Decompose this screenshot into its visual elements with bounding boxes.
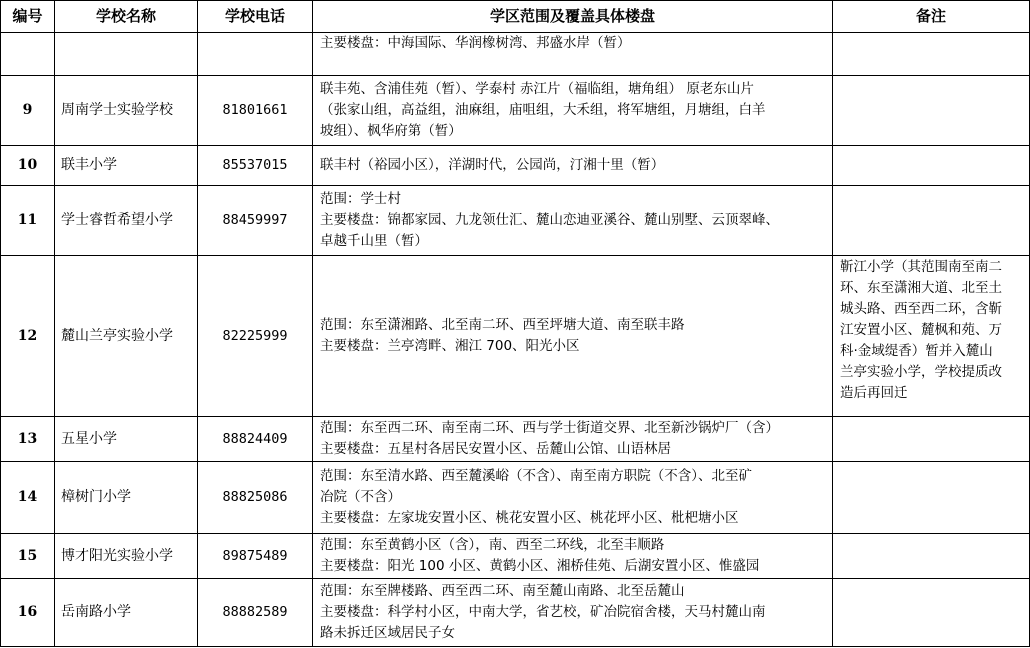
range-line: 主要楼盘：兰亭湾畔、湘江 700、阳光小区 xyxy=(320,338,580,354)
range-line: 冶院（不含） xyxy=(320,489,401,505)
district-range xyxy=(313,146,833,186)
district-range xyxy=(313,256,833,417)
school-phone: 88825086 xyxy=(198,462,313,534)
note xyxy=(833,146,1030,186)
table-row xyxy=(1,417,1030,462)
row-num: 9 xyxy=(1,76,55,146)
note-line: 城头路、西至西二环，含靳 xyxy=(840,301,1002,317)
header-phone: 学校电话 xyxy=(198,1,313,33)
range-line: 范围：东至潇湘路、北至南二环、西至坪塘大道、南至联丰路 xyxy=(320,317,685,333)
range-line: 范围：学士村 xyxy=(320,191,401,207)
range-line: 路未拆迁区域居民子女 xyxy=(320,625,455,641)
range-line: 主要楼盘：中海国际、华润橡树湾、邦盛水岸（暂） xyxy=(320,35,631,51)
row-num xyxy=(1,33,55,76)
header-row xyxy=(1,1,1030,33)
table-row xyxy=(1,534,1030,579)
school-name: 学士睿哲希望小学 xyxy=(55,186,198,256)
note-line: 环、东至潇湘大道、北至土 xyxy=(840,280,1002,296)
note-line: 造后再回迁 xyxy=(840,385,908,401)
range-line: 范围：东至黄鹤小区（含），南、西至二环线，北至丰顺路 xyxy=(320,537,665,553)
note-line: 靳江小学（其范围南至南二 xyxy=(840,259,1002,275)
header-range: 学区范围及覆盖具体楼盘 xyxy=(313,1,833,33)
school-name: 岳南路小学 xyxy=(55,579,198,647)
school-name: 周南学士实验学校 xyxy=(55,76,198,146)
table-row xyxy=(1,579,1030,647)
range-line: 范围：东至牌楼路、西至西二环、南至麓山南路、北至岳麓山 xyxy=(320,583,685,599)
note xyxy=(833,534,1030,579)
header-note: 备注 xyxy=(833,1,1030,33)
table-row xyxy=(1,146,1030,186)
note xyxy=(833,256,1030,417)
school-phone xyxy=(198,33,313,76)
table-row xyxy=(1,256,1030,417)
row-num: 14 xyxy=(1,462,55,534)
range-line: 主要楼盘：五星村各居民安置小区、岳麓山公馆、山语林居 xyxy=(320,441,671,457)
range-line: 联丰村（裕园小区），洋湖时代，公园尚，汀湘十里（暂） xyxy=(320,157,665,173)
range-line: 主要楼盘：左家垅安置小区、桃花安置小区、桃花坪小区、枇杷塘小区 xyxy=(320,510,739,526)
range-line: 范围：东至西二环、南至南二环、西与学士街道交界、北至新沙锅炉厂（含） xyxy=(320,420,779,436)
row-num: 11 xyxy=(1,186,55,256)
range-line: （张家山组，高益组，油麻组，庙咀组，大禾组，将军塘组，月塘组，白羊 xyxy=(320,102,766,118)
header-num: 编号 xyxy=(1,1,55,33)
note xyxy=(833,462,1030,534)
row-num: 16 xyxy=(1,579,55,647)
school-name: 麓山兰亭实验小学 xyxy=(55,256,198,417)
range-line: 主要楼盘：锦都家园、九龙领仕汇、麓山恋迪亚溪谷、麓山别墅、云顶翠峰、 xyxy=(320,212,779,228)
table-row xyxy=(1,186,1030,256)
district-range xyxy=(313,579,833,647)
school-phone: 88882589 xyxy=(198,579,313,647)
row-num: 13 xyxy=(1,417,55,462)
note-line: 兰亭实验小学，学校提质改 xyxy=(840,364,1002,380)
school-phone: 85537015 xyxy=(198,146,313,186)
school-name: 联丰小学 xyxy=(55,146,198,186)
district-range xyxy=(313,417,833,462)
school-name: 五星小学 xyxy=(55,417,198,462)
row-num: 12 xyxy=(1,256,55,417)
school-name: 樟树门小学 xyxy=(55,462,198,534)
range-line: 主要楼盘：阳光 100 小区、黄鹤小区、湘桥佳苑、后湖安置小区、惟盛园 xyxy=(320,558,760,574)
range-line: 坡组）、枫华府第（暂） xyxy=(320,123,462,139)
school-name xyxy=(55,33,198,76)
school-phone: 89875489 xyxy=(198,534,313,579)
school-phone: 88459997 xyxy=(198,186,313,256)
note-line: 科·金域缇香）暂并入麓山 xyxy=(840,343,993,359)
note xyxy=(833,579,1030,647)
note xyxy=(833,186,1030,256)
note xyxy=(833,76,1030,146)
district-range xyxy=(313,76,833,146)
school-name: 博才阳光实验小学 xyxy=(55,534,198,579)
range-line: 联丰苑、含浦佳苑（暂）、学泰村 赤江片（福临组，塘角组） 原老东山片 xyxy=(320,81,754,97)
note xyxy=(833,33,1030,76)
district-range xyxy=(313,186,833,256)
district-range xyxy=(313,462,833,534)
school-phone: 88824409 xyxy=(198,417,313,462)
header-name: 学校名称 xyxy=(55,1,198,33)
row-num: 10 xyxy=(1,146,55,186)
range-line: 范围：东至清水路、西至麓溪峪（不含）、南至南方职院（不含）、北至矿 xyxy=(320,468,752,484)
school-phone: 81801661 xyxy=(198,76,313,146)
range-line: 卓越千山里（暂） xyxy=(320,233,428,249)
range-line: 主要楼盘：科学村小区，中南大学，省艺校，矿冶院宿舍楼，天马村麓山南 xyxy=(320,604,766,620)
district-range xyxy=(313,33,833,76)
table-row xyxy=(1,462,1030,534)
row-num: 15 xyxy=(1,534,55,579)
school-phone: 82225999 xyxy=(198,256,313,417)
note xyxy=(833,417,1030,462)
district-range xyxy=(313,534,833,579)
note-line: 江安置小区、麓枫和苑、万 xyxy=(840,322,1002,338)
table-row xyxy=(1,76,1030,146)
table-row xyxy=(1,33,1030,76)
